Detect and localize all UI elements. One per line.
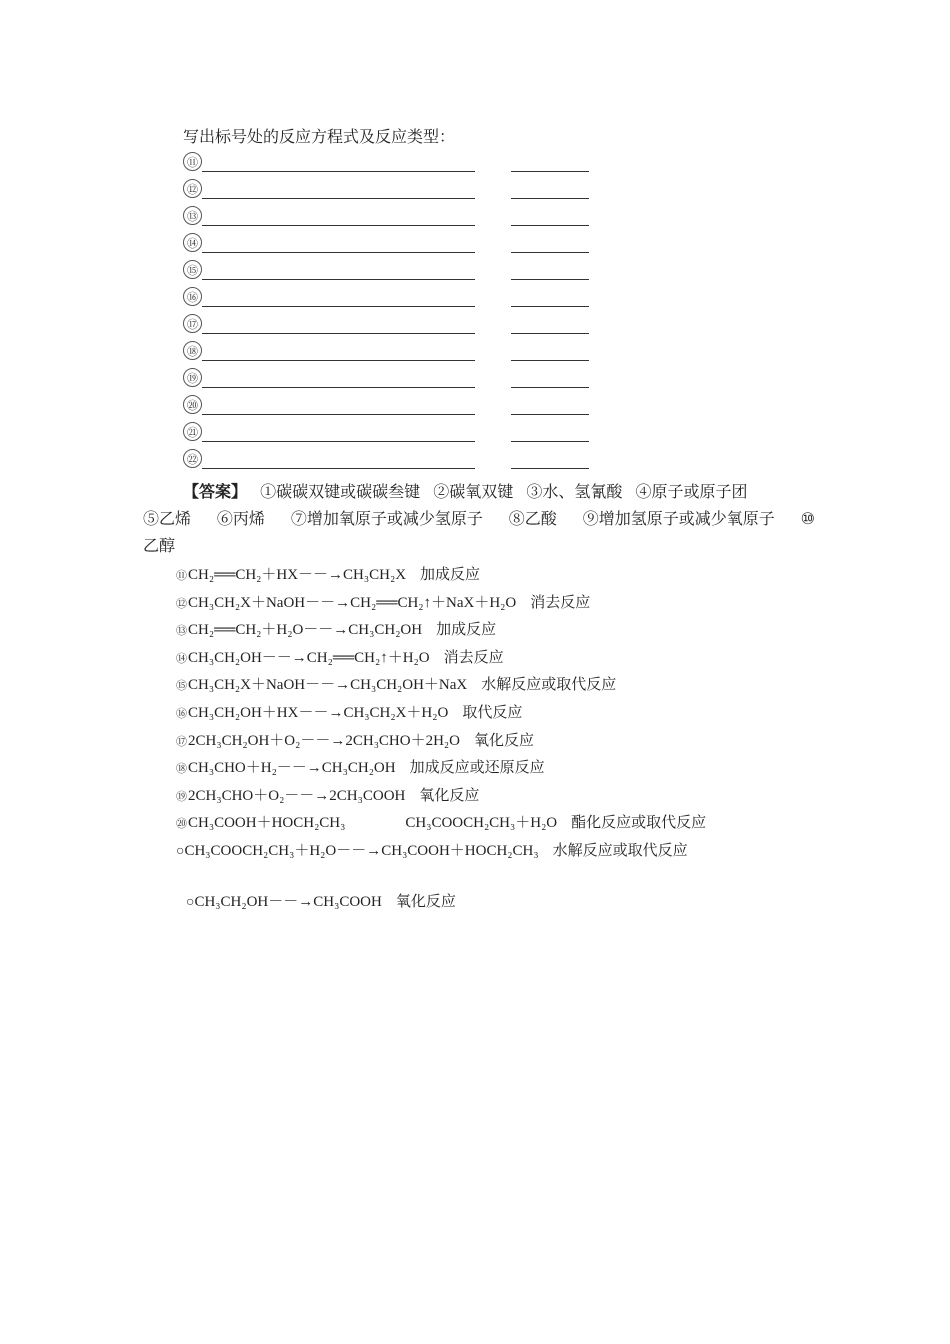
equation-blank[interactable] [202,306,475,307]
blank-number: ㉑ [183,422,202,441]
blank-number: ⑫ [183,179,202,198]
blank-row-22 [183,448,603,475]
equation-blank[interactable] [202,468,475,469]
blank-row-19 [183,367,603,394]
blank-number: ⑮ [183,260,202,279]
equation-text: CH₃CH₂X＋NaOH－－→CH₂══CH₂↑＋NaX＋H₂O [188,594,517,611]
equation-text: CH₂══CH₂＋HX－－→CH₃CH₂X [188,567,407,583]
reaction-type: 水解反应或取代反应 [481,675,617,694]
reaction-type: 氧化反应 [419,785,480,804]
equation-mark: ○ [176,843,185,859]
equation-row-12 [176,589,706,617]
type-blank[interactable] [511,279,589,280]
blank-row-17 [183,313,603,340]
reaction-type: 加成反应 [420,565,481,583]
equation-text-reactants: CH₃COOH＋HOCH₂CH₃ [188,815,346,832]
answer-item: ①碳碳双键或碳碳叁键 [260,482,421,501]
equation-blank[interactable] [202,333,475,334]
blank-row-15 [183,259,603,286]
equation-mark: ⑲ [176,790,187,803]
type-blank[interactable] [511,414,589,415]
equation-row-18 [176,754,706,782]
blank-row-14 [183,232,603,259]
equation-mark: ⑯ [176,707,187,720]
equation-blank[interactable] [202,171,475,172]
answer-section [143,478,815,559]
type-blank[interactable] [511,468,589,469]
type-blank[interactable] [511,171,589,172]
answer-item: ⑩ [800,509,815,528]
answer-item: ⑥丙烯 [216,509,265,528]
equation-text: 2CH₃CHO＋O₂－－→2CH₃COOH [188,787,406,804]
answer-item: ④原子或原子团 [635,482,748,501]
equation-blank[interactable] [202,279,475,280]
type-blank[interactable] [511,360,589,361]
type-blank[interactable] [511,306,589,307]
answer-heading: 【答案】 [183,482,248,501]
equation-row-17 [176,727,706,755]
equation-text: CH₃CH₂X＋NaOH－－→CH₃CH₂OH＋NaX [188,677,468,694]
blank-number: ⑳ [183,395,202,414]
blank-row-20 [183,394,603,421]
blank-row-11 [183,151,603,178]
equation-row-20 [176,809,706,837]
blank-number: ⑯ [183,287,202,306]
equation-mark: ⑳ [176,818,187,831]
type-blank[interactable] [511,225,589,226]
equation-row-16 [176,699,706,727]
blank-row-18 [183,340,603,367]
equation-row-19 [176,782,706,810]
reaction-type: 水解反应或取代反应 [552,840,688,859]
answer-item: ⑧乙酸 [508,509,557,528]
equation-text: CH₃CHO＋H₂－－→CH₃CH₂OH [188,760,396,777]
equation-text: 2CH₃CH₂OH＋O₂－－→2CH₃CHO＋2H₂O [188,732,460,749]
reaction-type: 氧化反应 [395,892,456,910]
type-blank[interactable] [511,387,589,388]
equation-text: CH₃CH₂OH－－→CH₂══CH₂↑＋H₂O [188,649,430,666]
equation-blank[interactable] [202,252,475,253]
equation-blank[interactable] [202,414,475,415]
blank-row-16 [183,286,603,313]
blank-number: ⑰ [183,314,202,333]
answer-item: ⑨增加氢原子或减少氧原子 [582,509,775,528]
answer-paragraph [143,478,815,505]
blank-row-13 [183,205,603,232]
answer-line-2 [143,505,815,532]
equation-text: CH₃COOCH₂CH₃＋H₂O－－→CH₃COOH＋HOCH₂CH₃ [184,842,539,859]
reaction-type: 消去反应 [443,647,504,666]
blank-number: ⑲ [183,368,202,387]
equation-text: CH₃CH₂OH＋HX－－→CH₃CH₂X＋H₂O [188,704,449,721]
reaction-type: 酯化反应或取代反应 [571,813,707,832]
blank-number: ㉒ [183,449,202,468]
equation-blank[interactable] [202,387,475,388]
reaction-type: 取代反应 [462,702,523,721]
answer-item: ⑦增加氧原子或减少氢原子 [290,509,483,528]
type-blank[interactable] [511,441,589,442]
type-blank[interactable] [511,333,589,334]
equation-list [176,561,706,865]
equation-row-14 [176,644,706,672]
blank-number: ⑬ [183,206,202,225]
reaction-type: 氧化反应 [474,730,535,749]
answer-item: ⑤乙烯 [143,509,192,528]
blank-row-21 [183,421,603,448]
reaction-type: 加成反应 [436,620,497,639]
equation-row-22 [186,890,456,911]
equation-blank[interactable] [202,198,475,199]
answer-item: 乙醇 [143,536,176,555]
equation-mark: ○ [186,895,195,910]
equation-mark: ⑬ [176,625,187,638]
equation-text-products: CH₃COOCH₂CH₃＋H₂O [405,815,558,832]
equation-blank[interactable] [202,225,475,226]
equation-mark: ⑮ [176,680,187,693]
equation-mark: ⑰ [176,735,187,748]
answer-item: ③水、氢氰酸 [526,482,623,501]
blank-number: ⑭ [183,233,202,252]
equation-blank[interactable] [202,441,475,442]
reaction-type: 加成反应或还原反应 [409,758,545,777]
instruction-text: 写出标号处的反应方程式及反应类型： [183,127,456,146]
equation-mark: ⑫ [176,597,187,610]
equation-mark: ⑭ [176,652,187,665]
type-blank[interactable] [511,198,589,199]
equation-text: CH₃CH₂OH－－→CH₃COOH [194,894,382,910]
answer-item: ②碳氧双键 [433,482,514,501]
equation-blank[interactable] [202,360,475,361]
blank-number: ⑱ [183,341,202,360]
equation-row-15 [176,671,706,699]
equation-row-21 [176,837,706,865]
equation-row-13 [176,616,706,644]
equation-row-11 [176,561,706,589]
answer-line-3 [143,532,815,559]
reaction-type: 消去反应 [530,592,591,611]
blank-row-12 [183,178,603,205]
equation-mark: ⑱ [176,763,187,776]
equation-mark: ⑪ [176,570,187,582]
equation-text: CH₂══CH₂＋H₂O－－→CH₃CH₂OH [188,622,423,639]
blank-number: ⑪ [183,152,202,171]
blank-list [183,151,603,475]
type-blank[interactable] [511,252,589,253]
